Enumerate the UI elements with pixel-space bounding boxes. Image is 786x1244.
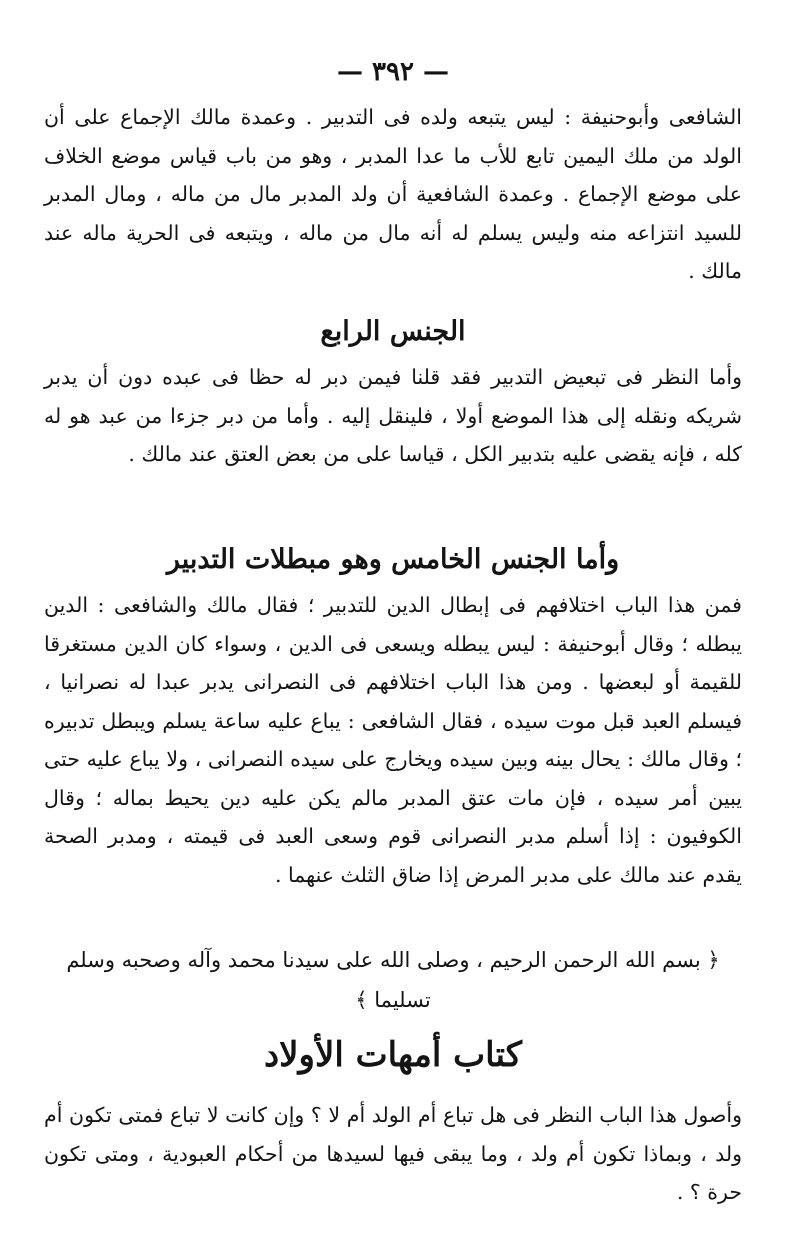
book-title: كتاب أمهات الأولاد	[264, 1035, 522, 1075]
paragraph-umm-walad-intro: وأصول هذا الباب النظر فى هل تباع أم الولد أم لا ؟ وإن كانت لا تباع فمتى تكون أم ولد ، وبماذا تكون أم ولد ، وما يبقى فيها لسيدها من أحكام العبودية ، ومتى تكون حرة ؟ .	[44, 1103, 742, 1204]
page-number: — ٣٩٢ —	[336, 57, 450, 87]
paragraph-tadbir-nullifiers: فمن هذا الباب اختلافهم فى إبطال الدين للتدبير ؛ فقال مالك والشافعى : الدين يبطله ؛ وقال أبوحنيفة : ليس يبطله ويسعى فى الدين ، وسواء كان الدين مستغرقا للقيمة أو لبعضها . ومن هذا الباب اختلافهم فى النصرانى يدبر عبدا له نصرانيا ، فيسلم العبد قبل موت سيده ، فقال الشافعى : يباع عليه ساعة يسلم ويبطل تدبيره ؛ وقال مالك : يحال بينه وبين سيده ويخارج على سيده النصرانى ، ولا يباع عليه حتى يبين أمر سيده ، فإن مات عتق المدبر مالم يكن عليه دين يحيط بماله ؛ وقال الكوفيون : إذا أسلم مدبر النصرانى قوم وسعى العبد فى قيمته ، ومدبر الصحة يقدم عند مالك على مدبر المرض إذا ضاق الثلث عنهما .	[44, 593, 742, 887]
paragraph-continuation: الشافعى وأبوحنيفة : ليس يتبعه ولده فى التدبير . وعمدة مالك الإجماع على أن الولد من ملك اليمين تابع للأب ما عدا المدبر ، وهو من باب قياس موضع الخلاف على موضع الإجماع . وعمدة الشافعية أن ولد المدبر مال من ماله ، ومال المدبر للسيد انتزاعه منه وليس يسلم له أنه مال من ماله ، ويتبعه فى الحرية ماله عند مالك .	[44, 105, 742, 283]
section-heading-fifth-genus: وأما الجنس الخامس وهو مبطلات التدبير	[166, 544, 620, 575]
basmala-line: ﴿ بسم الله الرحمن الرحيم ، وصلى الله على سيدنا محمد وآله وصحبه وسلم تسليما ﴾	[66, 948, 720, 1012]
paragraph-partial-tadbir: وأما النظر فى تبعيض التدبير فقد قلنا فيمن دبر له حظا فى عبده دون أن يدبر شريكه ونقله إلى هذا الموضع أولا ، فلينقل إليه . وأما من دبر جزءا من عبد هو له كله ، فإنه يقضى عليه بتدبير الكل ، قياسا على من بعض العتق عند مالك .	[44, 365, 742, 466]
section-heading-fourth-genus: الجنس الرابع	[320, 316, 466, 347]
